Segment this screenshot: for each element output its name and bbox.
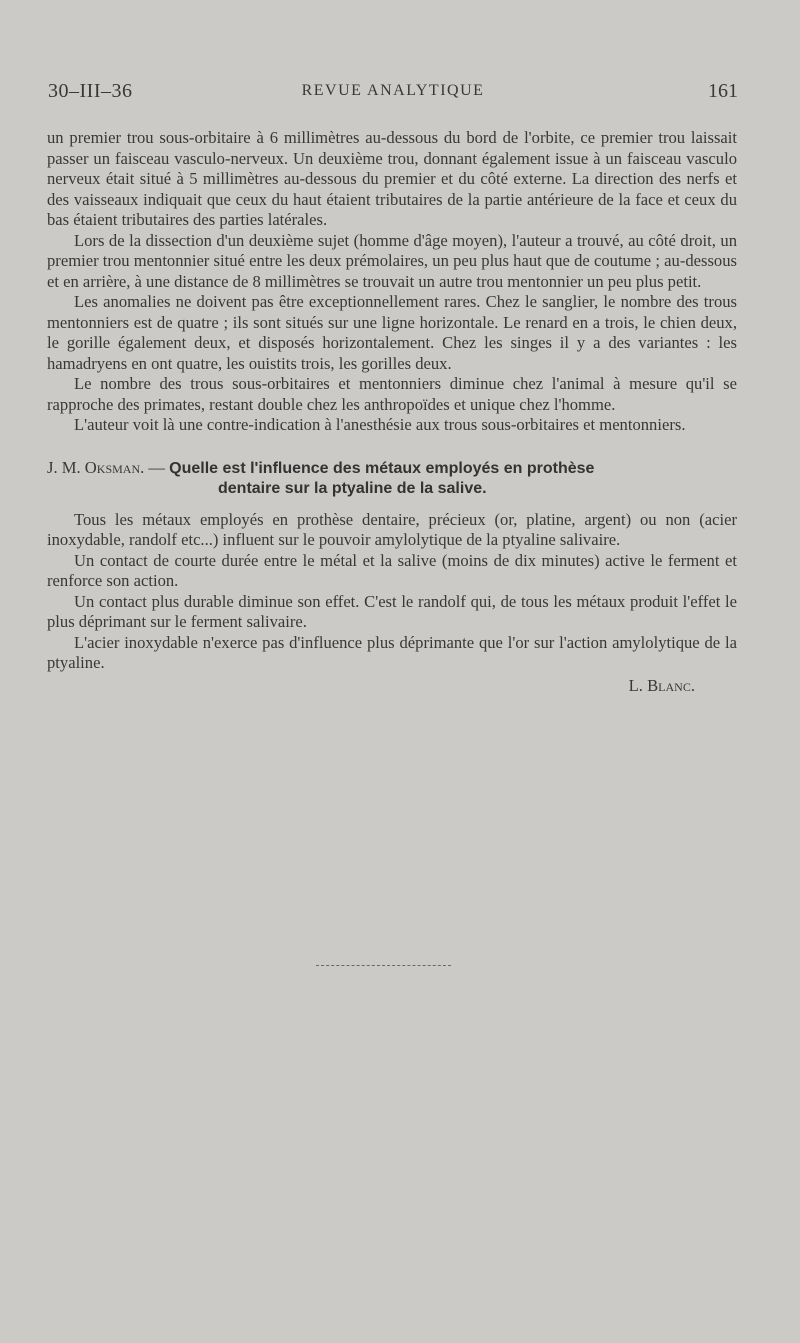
paragraph-continued: un premier trou sous-orbitaire à 6 millimètres au-dessous du bord de l'orbite, ce premier trou laissait passer un faisceau vasculo-nerveux. Un deuxième trou, donnant également issue à un faisceau vasculo nerveux était situé à 5 millimètres au-dessous du premier et du côté externe. La direction des nerfs et des vaisseaux indiquait que ceux du haut étaient tributaires de la partie antérieure de la face et ceux du bas étaient tributaires des parties latérales. bbox=[47, 128, 737, 229]
paragraph: Tous les métaux employés en prothèse dentaire, précieux (or, platine, argent) ou non (acier inoxydable, randolf etc...) influent sur le pouvoir amylolytique de la ptyaline salivaire. bbox=[47, 509, 737, 549]
article-author: J. M. Oksman. bbox=[47, 457, 145, 477]
article-title-line-2: dentaire sur la ptyaline de la salive. bbox=[218, 480, 487, 497]
paragraph: Un contact plus durable diminue son effet. C'est le randolf qui, de tous les métaux produit l'effet le plus déprimant sur le ferment salivaire. bbox=[47, 591, 737, 631]
paragraph: Lors de la dissection d'un deuxième sujet (homme d'âge moyen), l'auteur a trouvé, au côté droit, un premier trou mentonnier situé entre les deux prémolaires, un peu plus haut que de coutume ; au-dessous et en arrière, à une distance de 8 millimètres se trouvait un autre trou mentonnier un peu plus petit. bbox=[47, 230, 737, 291]
running-head bbox=[48, 80, 738, 110]
article-heading bbox=[47, 458, 737, 500]
end-rule bbox=[316, 965, 451, 966]
heading-dash: — bbox=[144, 457, 170, 477]
paragraph: L'auteur voit là une contre-indication à l'anesthésie aux trous sous-orbitaires et mentonniers. bbox=[74, 415, 686, 434]
article-title-line-1: Quelle est l'influence des métaux employés en prothèse bbox=[169, 459, 595, 477]
paragraph: Un contact de courte durée entre le métal et la salive (moins de dix minutes) active le ferment et renforce son action. bbox=[47, 550, 737, 590]
page-number: 161 bbox=[708, 80, 738, 102]
paragraph: L'acier inoxydable n'exerce pas d'influence plus déprimante que l'or sur l'action amylolytique de la ptyaline. bbox=[47, 632, 737, 672]
paragraph: Les anomalies ne doivent pas être exceptionnellement rares. Chez le sanglier, le nombre des trous mentonniers est de quatre ; ils sont situés sur une ligne horizontale. Le renard en a trois, le chien deux, le gorille également deux, et disposés horizontalement. Chez les singes il y a des variantes : les hamadryens en ont quatre, les ouistits trois, les gorilles deux. bbox=[47, 292, 737, 373]
journal-title: REVUE ANALYTIQUE bbox=[301, 82, 485, 99]
paragraph: Le nombre des trous sous-orbitaires et mentonniers diminue chez l'animal à mesure qu'il se rapproche des primates, restant double chez les anthropoïdes et unique chez l'homme. bbox=[47, 374, 737, 414]
reviewer-signature: L. Blanc. bbox=[628, 675, 695, 695]
issue-date: 30–III–36 bbox=[48, 80, 133, 102]
page-body bbox=[47, 128, 737, 696]
